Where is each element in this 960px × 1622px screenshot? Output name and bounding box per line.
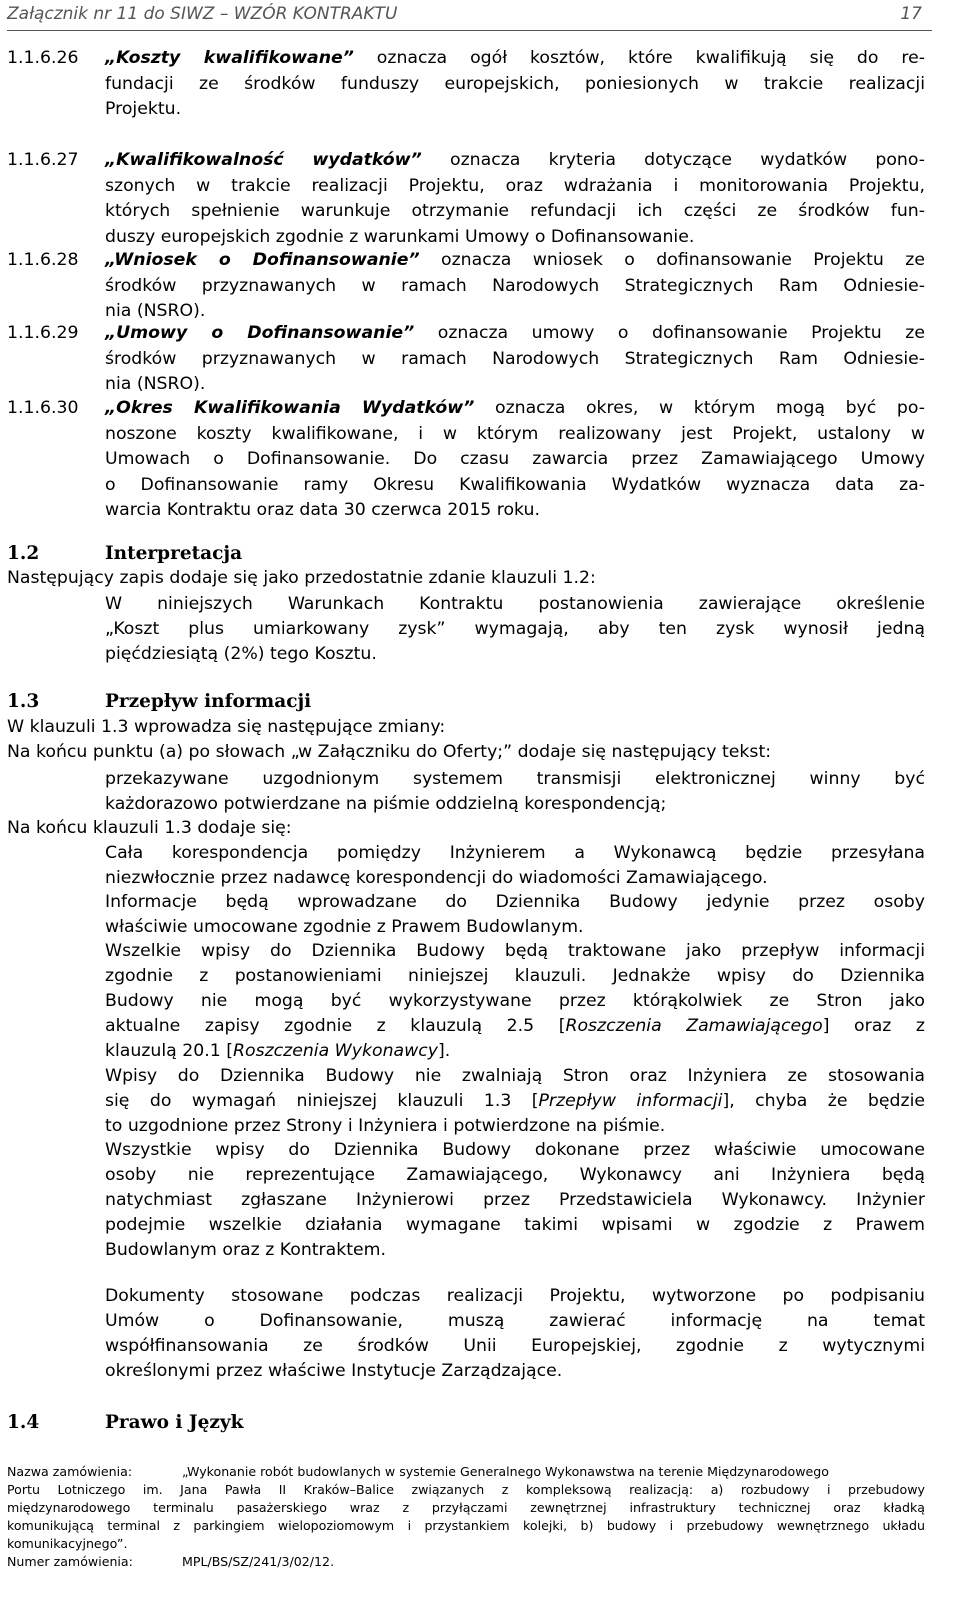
definition-number: 1.1.6.30 [7,398,79,418]
definition-text: oznacza ogół kosztów, które kwalifikują się do re- [353,48,925,68]
definition-line: noszone koszty kwalifikowane, i w którym realizowany jest Projekt, ustalony w [105,423,925,444]
definition-1-1-6-26 [7,46,925,123]
paragraph-line: Dokumenty stosowane podczas realizacji Projektu, wytworzone po podpisaniu [105,1286,925,1306]
footer-line: Portu Lotniczego im. Jana Pawła II Kraków–Balice związanych z kompleksową realizacją: a) rozbudowy i przebudowy [7,1482,925,1497]
paragraph-line: „Koszt plus umiarkowany zysk” wymagają, aby ten zysk wynosił jedną [105,619,925,639]
footer-line: komunikującą terminal z parkingiem wielopoziomowym i przystankiem kolejki, b) budowy i przebudowy wewnętrznego układu [7,1518,925,1533]
section-number: 1.3 [7,691,40,712]
footer-line [7,1553,925,1571]
definition-line: Umowach o Dofinansowanie. Do czasu zawarcia przez Zamawiającego Umowy [105,449,925,469]
definition-1-1-6-30 [7,396,925,524]
definition-line: których spełnienie warunkuje otrzymanie refundacji ich części ze środków fun- [105,201,925,221]
definition-text: oznacza okres, w którym mogą być po- [474,398,925,418]
clause-reference: Przepływ informacji [538,1091,723,1111]
header-title: Załącznik nr 11 do SIWZ – WZÓR KONTRAKTU [7,4,398,24]
paragraph-line [105,1089,925,1114]
section-title: Przepływ informacji [105,691,312,712]
definition-line: środków przyznawanych w ramach Narodowych Strategicznych Ram Odniesie- [105,275,925,296]
paragraph-documents [105,1284,925,1384]
paragraph-line: określonymi przez właściwe Instytucje Zarządzające. [105,1361,563,1381]
text-run: klauzulą 20.1 [ [105,1041,233,1061]
page-number: 17 [900,4,922,24]
section-number: 1.4 [7,1412,40,1433]
footer-line [7,1463,925,1481]
paragraph-line: podejmie wszelkie działania wymagane takimi wpisami w zgodzie z Prawem [105,1215,925,1235]
paragraph-line: Wszelkie wpisy do Dziennika Budowy będą traktowane jako przepływ informacji [105,941,925,961]
paragraph-line: Wpisy do Dziennika Budowy nie zwalniają Stron oraz Inżyniera ze stosowania [105,1066,925,1086]
text-run: się do wymagań niniejszej klauzuli 1.3 [ [105,1091,539,1111]
section-title: Interpretacja [105,543,243,564]
definition-line: nia (NSRO). [105,301,206,321]
text-run: ] oraz z [822,1016,926,1036]
paragraph-entries [105,939,925,1064]
paragraph-correspondence [105,841,925,891]
definition-line: szonych w trakcie realizacji Projektu, oraz wdrażania i monitorowania Projektu, [105,175,925,196]
text-run: ]. [437,1041,451,1061]
footer-line: komunikacyjnego”. [7,1536,128,1551]
text-run: ], chyba że będzie [722,1091,926,1111]
definition-term: „Koszty kwalifikowane” [105,48,354,68]
definition-term: „Umowy o Dofinansowanie” [105,323,415,343]
paragraph-information [105,890,925,940]
paragraph-line: to uzgodnione przez Strony i Inżyniera i potwierdzone na piśmie. [105,1116,666,1136]
page-footer [7,1463,925,1571]
section-heading-1-2 [7,543,242,564]
paragraph-line: współfinansowania ze środków Unii Europejskiej, zgodnie z wytycznymi [105,1336,925,1356]
definition-line: fundacji ze środków funduszy europejskich, poniesionych w trakcie realizacji [105,73,925,94]
section-heading-1-4 [7,1412,243,1433]
definition-line: o Dofinansowanie ramy Okresu Kwalifikowania Wydatków wyznacza data za- [105,474,925,495]
definition-number: 1.1.6.28 [7,250,79,270]
paragraph-line: Cała korespondencja pomiędzy Inżynierem a Wykonawcą będzie przesyłana [105,843,925,863]
definition-term: „Wniosek o Dofinansowanie” [105,250,420,270]
section-number: 1.2 [7,543,40,564]
paragraph-line: osoby nie reprezentujące Zamawiającego, Wykonawcy ani Inżyniera będą [105,1165,925,1185]
definition-1-1-6-29 [7,321,925,398]
section-1-3-addition: Na końcu klauzuli 1.3 dodaje się: [7,818,292,838]
definition-line: Projektu. [105,99,182,119]
paragraph-line: W niniejszych Warunkach Kontraktu postanowienia zawierające określenie [105,594,925,614]
definition-line: duszy europejskich zgodnie z warunkami Umowy o Dofinansowanie. [105,226,695,247]
definition-line: środków przyznawanych w ramach Narodowych Strategicznych Ram Odniesie- [105,348,925,369]
section-1-3-quote [105,767,925,817]
section-heading-1-3 [7,691,311,712]
paragraph-all-entries [105,1138,925,1263]
definition-text: oznacza umowy o dofinansowanie Projektu ze [414,323,925,343]
paragraph-entries-release [105,1064,925,1139]
section-1-3-intro: W klauzuli 1.3 wprowadza się następujące zmiany: [7,717,446,737]
paragraph-line [105,1039,925,1064]
clause-reference: Roszczenia Zamawiającego [565,1016,823,1036]
definition-text: oznacza kryteria dotyczące wydatków pono- [421,150,925,170]
paragraph-line: natychmiast zgłaszane Inżynierowi przez Przedstawiciela Wykonawcy. Inżynier [105,1190,925,1210]
paragraph-line: zgodnie z postanowieniami niniejszej klauzuli. Jednakże wpisy do Dziennika [105,966,925,986]
footer-order-number: MPL/BS/SZ/241/3/02/12. [182,1554,335,1569]
paragraph-line: pięćdziesiątą (2%) tego Kosztu. [105,644,377,664]
paragraph-line: właściwie umocowane zgodnie z Prawem Budowlanym. [105,917,584,937]
definition-text: oznacza wniosek o dofinansowanie Projektu ze [419,250,925,270]
footer-project-name: „Wykonanie robót budowlanych w systemie Generalnego Wykonawstwa na terenie Międzynarodowego [182,1464,830,1479]
definition-line: nia (NSRO). [105,374,206,394]
page-header [7,3,932,29]
definition-number: 1.1.6.27 [7,150,79,170]
paragraph-line: Budowy nie mogą być wykorzystywane przez którąkolwiek ze Stron jako [105,991,925,1011]
footer-line: międzynarodowego terminalu pasażerskiego wraz z przyłączami zewnętrznej infrastruktury technicznej oraz kładką [7,1500,925,1515]
paragraph-line [105,1014,925,1039]
paragraph-line: Informacje będą wprowadzane do Dziennika Budowy jedynie przez osoby [105,892,925,912]
definition-1-1-6-28 [7,248,925,325]
paragraph-line: przekazywane uzgodnionym systemem transmisji elektronicznej winny być [105,769,925,789]
section-1-2-paragraph [105,592,925,667]
footer-label: Nazwa zamówienia: [7,1464,133,1479]
paragraph-line: Budowlanym oraz z Kontraktem. [105,1240,386,1260]
definition-number: 1.1.6.29 [7,323,79,343]
text-run: aktualne zapisy zgodnie z klauzulą 2.5 [ [105,1016,566,1036]
header-divider [7,30,932,31]
paragraph-line: każdorazowo potwierdzane na piśmie oddzielną korespondencją; [105,794,667,814]
section-title: Prawo i Język [105,1412,244,1433]
definition-number: 1.1.6.26 [7,48,79,68]
definition-1-1-6-27 [7,148,925,250]
section-1-2-intro: Następujący zapis dodaje się jako przedostatnie zdanie klauzuli 1.2: [7,568,596,588]
paragraph-line: Umów o Dofinansowanie, muszą zawierać informację na temat [105,1311,925,1331]
clause-reference: Roszczenia Wykonawcy [232,1041,438,1061]
paragraph-line: niezwłocznie przez nadawcę korespondencji do wiadomości Zamawiającego. [105,868,768,888]
definition-line: warcia Kontraktu oraz data 30 czerwca 2015 roku. [105,500,540,520]
definition-term: „Kwalifikowalność wydatków” [105,150,422,170]
paragraph-line: Wszystkie wpisy do Dziennika Budowy dokonane przez właściwie umocowane [105,1140,925,1160]
definition-term: „Okres Kwalifikowania Wydatków” [105,398,475,418]
section-1-3-point-a: Na końcu punktu (a) po słowach „w Załączniku do Oferty;” dodaje się następujący tekst: [7,742,772,762]
footer-label: Numer zamówienia: [7,1554,133,1569]
